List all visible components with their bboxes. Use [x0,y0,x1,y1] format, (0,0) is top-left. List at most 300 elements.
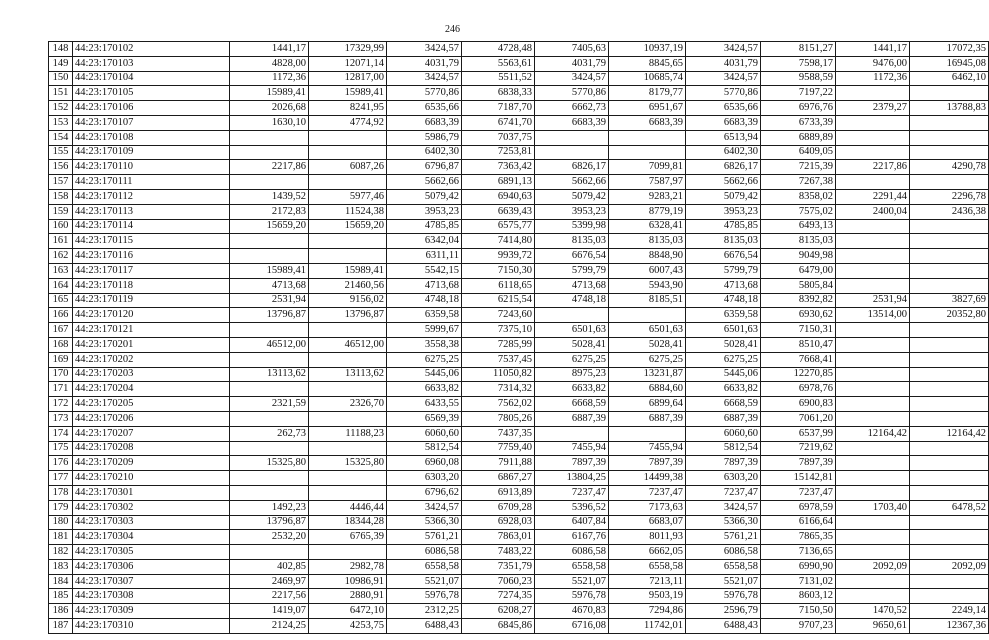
cadastral-code-cell: 44:23:170104 [73,71,230,86]
value-cell-6: 5028,41 [609,337,686,352]
value-cell-6: 6683,39 [609,115,686,130]
cadastral-code-cell: 44:23:170309 [73,604,230,619]
value-cell-10: 2092,09 [910,559,989,574]
table-row [49,367,989,382]
value-cell-3: 4713,68 [387,278,462,293]
table-row [49,411,989,426]
row-number-cell: 185 [49,589,73,604]
row-number-cell: 161 [49,234,73,249]
value-cell-3: 5542,15 [387,263,462,278]
table-row [49,397,989,412]
table-row [49,500,989,515]
table-row [49,530,989,545]
row-number-cell: 170 [49,367,73,382]
value-cell-8: 6930,62 [761,308,836,323]
value-cell-4: 7253,81 [462,145,535,160]
cadastral-code-cell: 44:23:170107 [73,115,230,130]
value-cell-4: 6208,27 [462,604,535,619]
value-cell-9: 1172,36 [836,71,910,86]
value-cell-2: 2982,78 [309,559,387,574]
value-cell-1: 46512,00 [230,337,309,352]
value-cell-8: 7575,02 [761,204,836,219]
value-cell-2 [309,234,387,249]
value-cell-8: 7668,41 [761,352,836,367]
value-cell-9: 2291,44 [836,189,910,204]
value-cell-9 [836,337,910,352]
value-cell-1: 4713,68 [230,278,309,293]
row-number-cell: 166 [49,308,73,323]
row-number-cell: 174 [49,426,73,441]
value-cell-7: 6887,39 [686,411,761,426]
cadastral-code-cell: 44:23:170302 [73,500,230,515]
value-cell-3: 6402,30 [387,145,462,160]
value-cell-6: 6662,05 [609,545,686,560]
value-cell-10 [910,471,989,486]
cadastral-code-cell: 44:23:170307 [73,574,230,589]
table-row [49,441,989,456]
value-cell-10: 17072,35 [910,42,989,57]
cadastral-code-cell: 44:23:170207 [73,426,230,441]
value-cell-5 [535,145,609,160]
value-cell-2: 13796,87 [309,308,387,323]
value-cell-1 [230,145,309,160]
value-cell-1: 2321,59 [230,397,309,412]
value-cell-6: 6683,07 [609,515,686,530]
value-cell-10: 6462,10 [910,71,989,86]
value-cell-7: 4748,18 [686,293,761,308]
cadastral-code-cell: 44:23:170210 [73,471,230,486]
value-cell-10 [910,86,989,101]
value-cell-7: 5028,41 [686,337,761,352]
cadastral-code-cell: 44:23:170310 [73,619,230,634]
value-cell-6: 8185,51 [609,293,686,308]
value-cell-4: 7437,35 [462,426,535,441]
value-cell-5: 6887,39 [535,411,609,426]
value-cell-2: 2880,91 [309,589,387,604]
value-cell-3: 6060,60 [387,426,462,441]
value-cell-8: 7215,39 [761,160,836,175]
value-cell-1 [230,545,309,560]
value-cell-8: 6976,76 [761,101,836,116]
value-cell-6: 8779,19 [609,204,686,219]
value-cell-8: 8135,03 [761,234,836,249]
value-cell-7: 4031,79 [686,56,761,71]
cadastral-value-table [48,41,989,634]
table-row [49,352,989,367]
cadastral-code-cell: 44:23:170303 [73,515,230,530]
value-cell-5: 7405,63 [535,42,609,57]
value-cell-10: 20352,80 [910,308,989,323]
value-cell-5: 5396,52 [535,500,609,515]
value-cell-3: 3424,57 [387,71,462,86]
value-cell-4: 7351,79 [462,559,535,574]
value-cell-8: 7150,31 [761,323,836,338]
value-cell-2: 12071,14 [309,56,387,71]
value-cell-6: 10937,19 [609,42,686,57]
value-cell-8: 6978,59 [761,500,836,515]
value-cell-6: 9283,21 [609,189,686,204]
value-cell-5 [535,426,609,441]
row-number-cell: 173 [49,411,73,426]
value-cell-7: 4785,85 [686,219,761,234]
table-row [49,42,989,57]
value-cell-4: 7243,60 [462,308,535,323]
value-cell-8: 8603,12 [761,589,836,604]
value-cell-10: 2436,38 [910,204,989,219]
value-cell-7: 6303,20 [686,471,761,486]
value-cell-8: 6409,05 [761,145,836,160]
value-cell-9 [836,456,910,471]
row-number-cell: 177 [49,471,73,486]
value-cell-10 [910,278,989,293]
value-cell-3: 6960,08 [387,456,462,471]
value-cell-5: 6086,58 [535,545,609,560]
value-cell-9 [836,441,910,456]
value-cell-7: 5770,86 [686,86,761,101]
value-cell-6 [609,308,686,323]
value-cell-7: 6488,43 [686,619,761,634]
value-cell-10 [910,249,989,264]
value-cell-8: 9588,59 [761,71,836,86]
value-cell-7: 6633,82 [686,382,761,397]
row-number-cell: 168 [49,337,73,352]
value-cell-6: 5943,90 [609,278,686,293]
cadastral-code-cell: 44:23:170203 [73,367,230,382]
value-cell-6: 6899,64 [609,397,686,412]
value-cell-6: 7213,11 [609,574,686,589]
cadastral-code-cell: 44:23:170116 [73,249,230,264]
value-cell-8: 12270,85 [761,367,836,382]
value-cell-6: 7099,81 [609,160,686,175]
value-cell-5: 6167,76 [535,530,609,545]
cadastral-code-cell: 44:23:170118 [73,278,230,293]
value-cell-9 [836,249,910,264]
cadastral-code-cell: 44:23:170301 [73,485,230,500]
value-cell-3: 4785,85 [387,219,462,234]
cadastral-code-cell: 44:23:170109 [73,145,230,160]
value-cell-8: 8510,47 [761,337,836,352]
value-cell-4: 6118,65 [462,278,535,293]
cadastral-code-cell: 44:23:170201 [73,337,230,352]
row-number-cell: 181 [49,530,73,545]
value-cell-7: 8135,03 [686,234,761,249]
row-number-cell: 187 [49,619,73,634]
row-number-cell: 151 [49,86,73,101]
value-cell-9: 1470,52 [836,604,910,619]
row-number-cell: 148 [49,42,73,57]
value-cell-7: 5662,66 [686,175,761,190]
value-cell-2: 13113,62 [309,367,387,382]
row-number-cell: 183 [49,559,73,574]
value-cell-10: 4290,78 [910,160,989,175]
value-cell-8: 8358,02 [761,189,836,204]
value-cell-4: 7562,02 [462,397,535,412]
row-number-cell: 150 [49,71,73,86]
value-cell-5: 7897,39 [535,456,609,471]
value-cell-4: 7060,23 [462,574,535,589]
table-row [49,619,989,634]
value-cell-3: 6535,66 [387,101,462,116]
value-cell-2: 4253,75 [309,619,387,634]
table-row [49,337,989,352]
value-cell-1: 1439,52 [230,189,309,204]
cadastral-code-cell: 44:23:170102 [73,42,230,57]
value-cell-8: 5805,84 [761,278,836,293]
value-cell-10 [910,367,989,382]
value-cell-6: 7587,97 [609,175,686,190]
value-cell-6: 8848,90 [609,249,686,264]
value-cell-2: 4774,92 [309,115,387,130]
value-cell-2: 10986,91 [309,574,387,589]
value-cell-10 [910,352,989,367]
value-cell-3: 6086,58 [387,545,462,560]
value-cell-4: 7863,01 [462,530,535,545]
value-cell-2: 18344,28 [309,515,387,530]
value-cell-1: 2172,83 [230,204,309,219]
value-cell-10 [910,337,989,352]
value-cell-4: 6845,86 [462,619,535,634]
row-number-cell: 154 [49,130,73,145]
value-cell-10 [910,456,989,471]
value-cell-10: 16945,08 [910,56,989,71]
value-cell-9 [836,382,910,397]
cadastral-code-cell: 44:23:170113 [73,204,230,219]
value-cell-10 [910,130,989,145]
value-cell-5 [535,130,609,145]
value-cell-5: 3953,23 [535,204,609,219]
value-cell-8: 7136,65 [761,545,836,560]
row-number-cell: 180 [49,515,73,530]
value-cell-1 [230,234,309,249]
value-cell-8: 6978,76 [761,382,836,397]
value-cell-7: 7237,47 [686,485,761,500]
cadastral-code-cell: 44:23:170106 [73,101,230,116]
value-cell-1 [230,411,309,426]
value-cell-8: 6733,39 [761,115,836,130]
row-number-cell: 155 [49,145,73,160]
table-row [49,574,989,589]
table-row [49,86,989,101]
value-cell-8: 7865,35 [761,530,836,545]
value-cell-8: 7267,38 [761,175,836,190]
value-cell-2: 5977,46 [309,189,387,204]
cadastral-code-cell: 44:23:170103 [73,56,230,71]
value-cell-5: 5799,79 [535,263,609,278]
value-cell-9 [836,86,910,101]
value-cell-4: 5511,52 [462,71,535,86]
value-cell-4: 9939,72 [462,249,535,264]
value-cell-9: 1441,17 [836,42,910,57]
value-cell-9 [836,115,910,130]
value-cell-3: 6683,39 [387,115,462,130]
value-cell-8: 6479,00 [761,263,836,278]
value-cell-1: 1630,10 [230,115,309,130]
value-cell-1: 15659,20 [230,219,309,234]
value-cell-2 [309,352,387,367]
value-cell-9: 2531,94 [836,293,910,308]
value-cell-2 [309,545,387,560]
value-cell-1 [230,323,309,338]
value-cell-1: 402,85 [230,559,309,574]
value-cell-5: 5399,98 [535,219,609,234]
cadastral-code-cell: 44:23:170308 [73,589,230,604]
value-cell-8: 15142,81 [761,471,836,486]
value-cell-4: 7150,30 [462,263,535,278]
value-cell-1 [230,485,309,500]
value-cell-10: 6478,52 [910,500,989,515]
cadastral-code-cell: 44:23:170111 [73,175,230,190]
table-row [49,323,989,338]
row-number-cell: 158 [49,189,73,204]
value-cell-1: 1441,17 [230,42,309,57]
value-cell-9 [836,574,910,589]
value-cell-9 [836,219,910,234]
value-cell-6: 6951,67 [609,101,686,116]
value-cell-7: 6359,58 [686,308,761,323]
value-cell-9 [836,485,910,500]
value-cell-7: 6826,17 [686,160,761,175]
value-cell-8: 9049,98 [761,249,836,264]
value-cell-4: 6741,70 [462,115,535,130]
value-cell-1: 2532,20 [230,530,309,545]
value-cell-6: 6275,25 [609,352,686,367]
cadastral-code-cell: 44:23:170115 [73,234,230,249]
value-cell-8: 7197,22 [761,86,836,101]
value-cell-4: 6639,43 [462,204,535,219]
value-cell-1: 15989,41 [230,86,309,101]
value-cell-6: 8845,65 [609,56,686,71]
value-cell-2: 6765,39 [309,530,387,545]
value-cell-10 [910,545,989,560]
value-cell-6: 6887,39 [609,411,686,426]
value-cell-5: 5976,78 [535,589,609,604]
value-cell-3: 3424,57 [387,500,462,515]
value-cell-9: 2379,27 [836,101,910,116]
value-cell-3: 5999,67 [387,323,462,338]
value-cell-9 [836,589,910,604]
value-cell-6: 7173,63 [609,500,686,515]
value-cell-6: 10685,74 [609,71,686,86]
value-cell-2: 11524,38 [309,204,387,219]
value-cell-8: 7897,39 [761,456,836,471]
value-cell-4: 7274,35 [462,589,535,604]
value-cell-6 [609,426,686,441]
value-cell-4: 6709,28 [462,500,535,515]
cadastral-code-cell: 44:23:170105 [73,86,230,101]
value-cell-10 [910,530,989,545]
value-cell-4: 7037,75 [462,130,535,145]
value-cell-5: 4670,83 [535,604,609,619]
value-cell-7: 5812,54 [686,441,761,456]
value-cell-6: 8179,77 [609,86,686,101]
value-cell-1: 2531,94 [230,293,309,308]
page-number: 246 [445,24,460,35]
value-cell-3: 5986,79 [387,130,462,145]
cadastral-code-cell: 44:23:170112 [73,189,230,204]
value-cell-3: 6311,11 [387,249,462,264]
value-cell-3: 5079,42 [387,189,462,204]
cadastral-code-cell: 44:23:170119 [73,293,230,308]
value-cell-3: 5445,06 [387,367,462,382]
value-cell-8: 7131,02 [761,574,836,589]
value-cell-9 [836,352,910,367]
value-cell-4: 6940,63 [462,189,535,204]
value-cell-4: 7805,26 [462,411,535,426]
value-cell-10: 12367,36 [910,619,989,634]
table-row [49,456,989,471]
table-row [49,115,989,130]
value-cell-8: 6493,13 [761,219,836,234]
value-cell-5: 6275,25 [535,352,609,367]
value-cell-6 [609,130,686,145]
table-row [49,160,989,175]
value-cell-9 [836,367,910,382]
row-number-cell: 163 [49,263,73,278]
value-cell-3: 6796,87 [387,160,462,175]
value-cell-4: 6891,13 [462,175,535,190]
value-cell-10: 2249,14 [910,604,989,619]
value-cell-1: 2026,68 [230,101,309,116]
value-cell-9 [836,515,910,530]
value-cell-3: 6275,25 [387,352,462,367]
value-cell-2: 21460,56 [309,278,387,293]
value-cell-10 [910,263,989,278]
row-number-cell: 186 [49,604,73,619]
value-cell-1 [230,471,309,486]
value-cell-5: 5662,66 [535,175,609,190]
value-cell-7: 6060,60 [686,426,761,441]
value-cell-1 [230,352,309,367]
value-cell-2: 15325,80 [309,456,387,471]
row-number-cell: 152 [49,101,73,116]
value-cell-9: 2400,04 [836,204,910,219]
table-row [49,204,989,219]
value-cell-10 [910,485,989,500]
value-cell-5: 13804,25 [535,471,609,486]
value-cell-3: 6359,58 [387,308,462,323]
value-cell-3: 6796,62 [387,485,462,500]
value-cell-5: 7237,47 [535,485,609,500]
value-cell-1: 15325,80 [230,456,309,471]
table-row [49,485,989,500]
cadastral-code-cell: 44:23:170208 [73,441,230,456]
value-cell-3: 4031,79 [387,56,462,71]
value-cell-3: 6569,39 [387,411,462,426]
value-cell-7: 5366,30 [686,515,761,530]
value-cell-8: 6900,83 [761,397,836,412]
value-cell-2 [309,145,387,160]
row-number-cell: 178 [49,485,73,500]
value-cell-2 [309,323,387,338]
value-cell-2: 8241,95 [309,101,387,116]
table-row [49,189,989,204]
value-cell-7: 6275,25 [686,352,761,367]
value-cell-2 [309,485,387,500]
value-cell-2 [309,249,387,264]
value-cell-7: 5761,21 [686,530,761,545]
row-number-cell: 162 [49,249,73,264]
value-cell-4: 7414,80 [462,234,535,249]
table-row [49,175,989,190]
value-cell-2: 2326,70 [309,397,387,412]
value-cell-10 [910,234,989,249]
table-row [49,604,989,619]
value-cell-3: 2312,25 [387,604,462,619]
value-cell-8: 9707,23 [761,619,836,634]
table-row [49,56,989,71]
value-cell-5: 6501,63 [535,323,609,338]
cadastral-code-cell: 44:23:170205 [73,397,230,412]
